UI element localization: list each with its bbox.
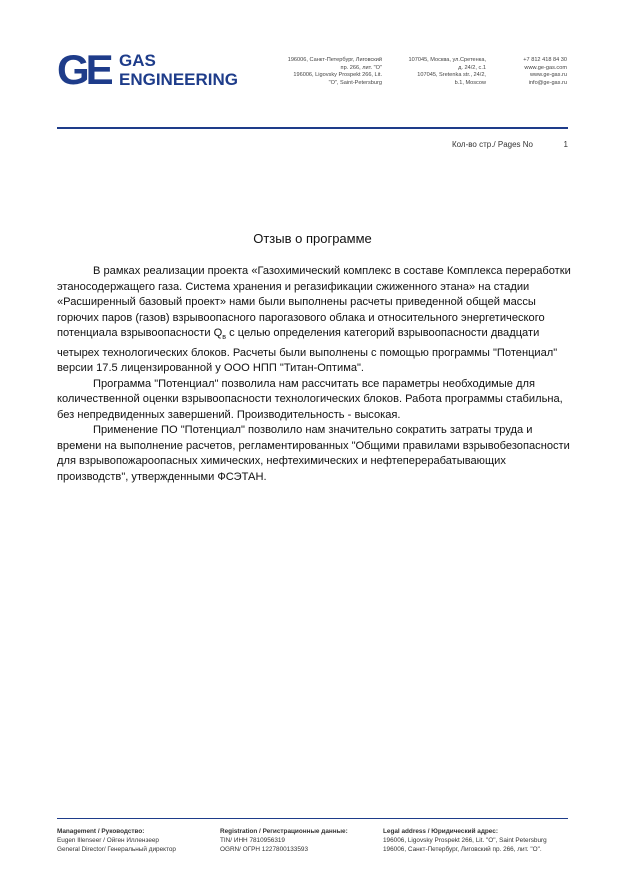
website-link[interactable]: www.ge-gas.ru: [530, 72, 567, 79]
address-spb-line: 196006, Санкт-Петербург, Лиговский: [287, 57, 382, 63]
address-spb: [240, 57, 382, 88]
subscript: в: [222, 334, 227, 342]
document-body: [57, 264, 571, 485]
address-spb-line: 196006, Ligovsky Prospekt 266, Lit.: [293, 72, 382, 79]
footer-line: 196006, Ligovsky Prospekt 266, Lit. "O", Saint Petersburg: [383, 836, 547, 844]
document-title: Отзыв о программе: [253, 231, 372, 246]
footer-management: [57, 828, 176, 855]
paragraph-1-text-cont: с целью определения категорий взрывоопасности двадцати четырех технологических блоков. Расчеты были выполнены с помощью программы "Потенциал" версии 17.5 лицензированной у ООО НПП "Титан-Оптима".: [57, 327, 558, 375]
footer-heading: Management / Руководство:: [57, 828, 145, 835]
address-msk-line: д. 24/2, с.1: [458, 64, 486, 71]
company-logo: [57, 50, 257, 90]
footer-line: 196006, Санкт-Петербург, Лиговский пр. 266, лит. "О".: [383, 845, 542, 853]
contacts: [500, 57, 567, 88]
address-msk-line: 107045, Sretenka str., 24/2,: [417, 72, 486, 79]
footer-line: TIN/ ИНН 7810956319: [220, 836, 285, 844]
address-msk-line: b.1, Moscow: [454, 80, 486, 87]
page-count-value: 1: [563, 140, 568, 149]
footer-legal-address: [383, 828, 547, 855]
address-msk: [395, 57, 486, 88]
footer-divider: [57, 818, 568, 819]
paragraph-1-text: В рамках реализации проекта «Газохимический комплекс в составе Комплекса переработки этаносодержащего газа. Система хранения и регазификации сжиженного этана» на стадии «Расширенный базовый проект» нами были выполнены расчеты приведенной общей массы горючих паров (газов) взрывоопасного парогазового облака и относительного энергетического потенциала взрывоопасности Q: [57, 265, 571, 339]
phone-number: +7 812 418 84 30: [523, 57, 567, 63]
page-count-label: Кол-во стр./ Pages No: [451, 140, 533, 149]
logo-mark-text: GE: [57, 50, 110, 90]
paragraph-3: Применение ПО "Потенциал" позволило нам значительно сократить затраты труда и времени на выполнение расчетов, регламентированных "Общими правилами взрывобезопасности для взрывопожароопасных химических, нефтехимических и нефтеперерабатывающих производств", утвержденными ФСЭТАН.: [57, 424, 570, 483]
address-spb-line: пр. 266, лит. "О": [340, 64, 382, 71]
email-link[interactable]: info@ge-gas.ru: [528, 80, 567, 87]
ge-logo-mark: [57, 50, 257, 90]
website-link[interactable]: www.ge-gas.com: [524, 64, 567, 71]
logo-line2: ENGINEERING: [119, 70, 239, 89]
address-msk-line: 107045, Москва, ул.Сретенка,: [408, 57, 486, 63]
footer-line: General Director/ Генеральный директор: [57, 845, 176, 853]
footer-line: OGRN/ ОГРН 1227800133593: [220, 845, 309, 853]
footer-heading: Legal address / Юридический адрес:: [383, 828, 498, 835]
footer-heading: Registration / Регистрационные данные:: [220, 828, 348, 835]
footer-registration: [220, 828, 348, 855]
footer-line: Eugen Illenseer / Ойген Иллензеер: [57, 836, 159, 844]
header-divider: [57, 127, 568, 129]
logo-line1: GAS: [119, 51, 156, 70]
paragraph-1: [57, 264, 571, 377]
address-spb-line: "O", Saint-Petersburg: [328, 80, 382, 87]
paragraph-2: Программа "Потенциал" позволила нам рассчитать все параметры необходимые для количественной оценки взрывоопасности технологических блоков. Работа программы стабильна, без непредвиденных завершений. Производительность - высокая.: [57, 377, 563, 421]
